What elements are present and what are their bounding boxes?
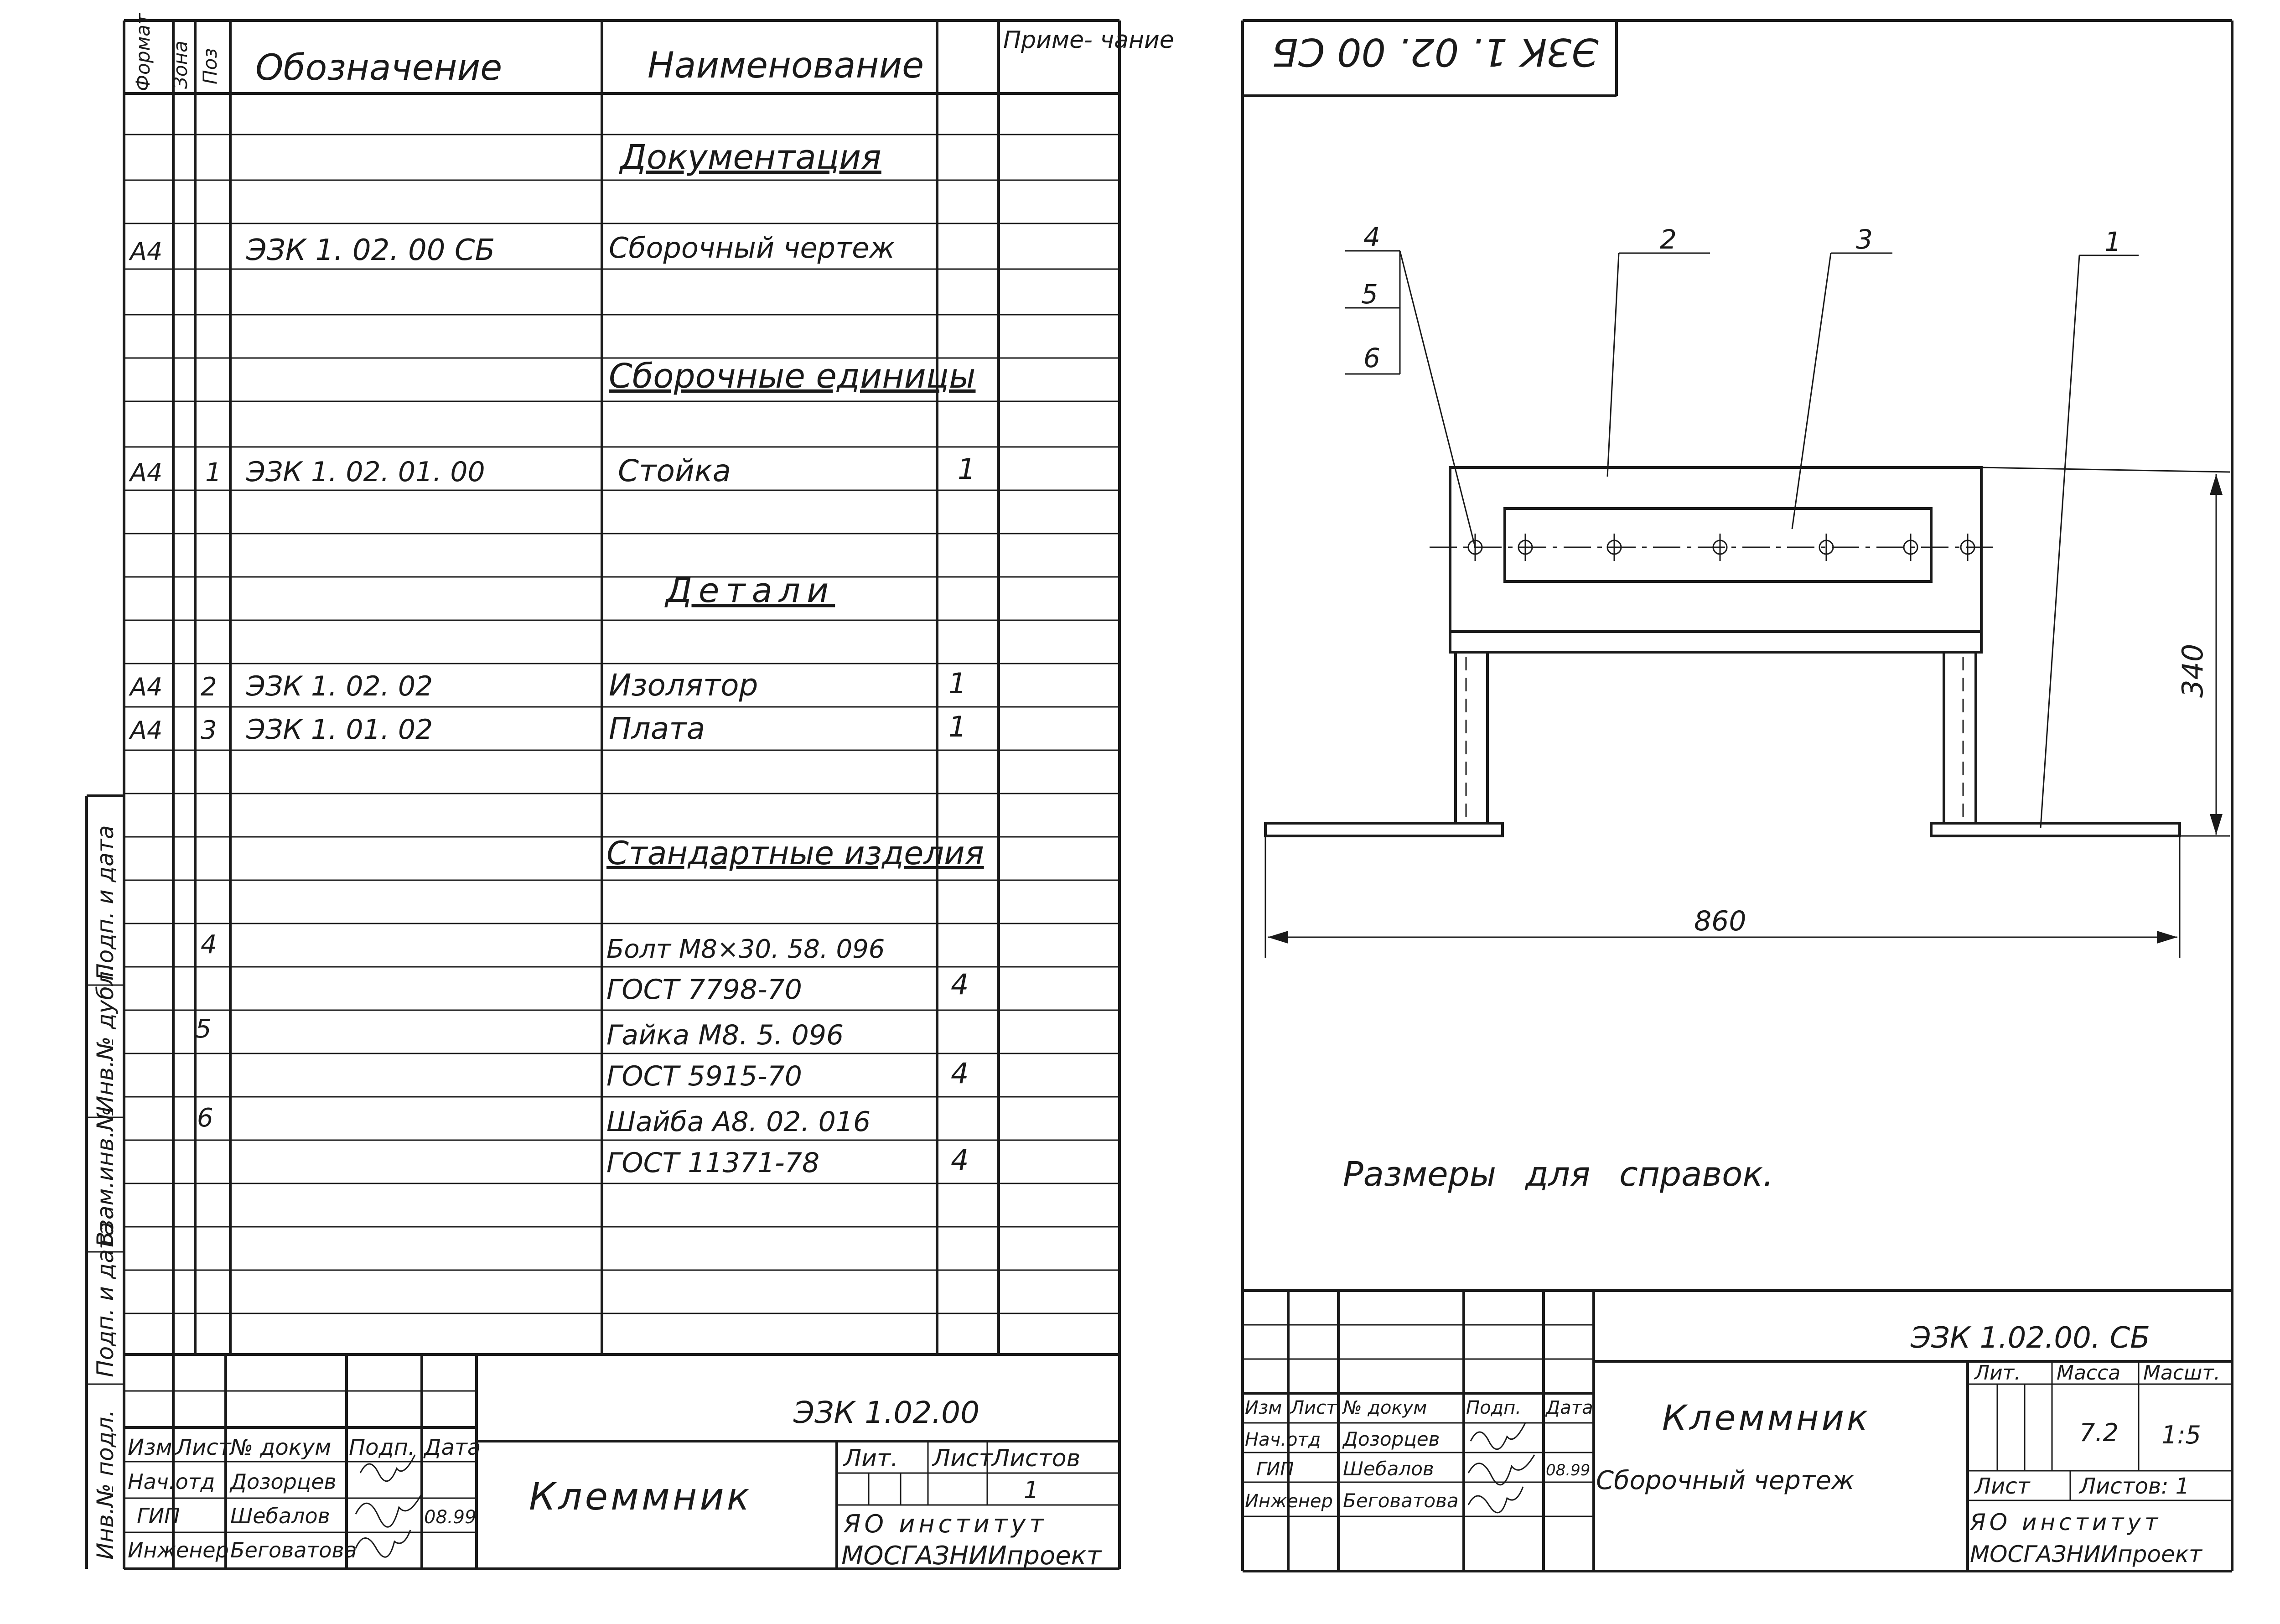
col-document-number: № докум — [1343, 1397, 1427, 1418]
drawing-document-code: ЭЗК 1.02.00. СБ — [1911, 1321, 2150, 1355]
organization-line-1: ЯО институт — [1970, 1509, 2162, 1536]
cell-quantity: 1 — [958, 452, 976, 486]
callout-5: 5 — [1361, 279, 1378, 310]
value-sheets: 1 — [1024, 1477, 1039, 1504]
label-litera: Лит. — [844, 1445, 898, 1472]
drawing-product-title: Клеммник — [1662, 1397, 1871, 1438]
role-head-of-department: Нач.отд — [128, 1469, 215, 1494]
side-replacement-inventory: Взам.инв.№ — [92, 1107, 119, 1247]
col-signature: Подп. — [349, 1435, 415, 1460]
label-sheet: Лист — [1974, 1474, 2030, 1499]
role-head-of-department: Нач.отд — [1245, 1429, 1321, 1450]
label-litera: Лит. — [1974, 1361, 2021, 1385]
header-zone: Зона — [169, 41, 192, 89]
cell-format: А4 — [130, 237, 163, 266]
side-inventory-original: Инв.№ подл. — [92, 1409, 119, 1560]
cell-designation: ЭЗК 1. 02. 01. 00 — [246, 456, 485, 488]
cell-position: 6 — [197, 1103, 213, 1133]
header-designation: Обозначение — [255, 47, 503, 88]
label-sheets: Листов — [992, 1445, 1081, 1472]
organization-line-1: ЯО институт — [844, 1510, 1047, 1538]
spec-document-code: ЭЗК 1.02.00 — [793, 1395, 980, 1430]
callout-1: 1 — [2104, 226, 2121, 257]
name-head-of-department: Дозорцев — [1343, 1428, 1440, 1450]
cell-name: Изолятор — [609, 668, 758, 703]
drawing-subtitle: Сборочный чертеж — [1596, 1466, 1855, 1495]
value-scale: 1:5 — [2161, 1421, 2201, 1449]
dimension-height-value: 340 — [2176, 643, 2209, 698]
callout-2: 2 — [1660, 224, 1677, 255]
role-engineer: Инженер — [128, 1538, 229, 1562]
name-engineer: Беговатова — [230, 1538, 357, 1562]
cell-quantity: 1 — [948, 667, 967, 700]
cell-name: Стойка — [618, 453, 731, 488]
col-sheet: Лист — [176, 1435, 231, 1460]
cell-quantity: 1 — [948, 710, 967, 743]
section-assembly-units: Сборочные единицы — [609, 357, 976, 396]
organization-line-2: МОСГАЗНИИпроект — [1970, 1541, 2202, 1567]
cell-format: А4 — [130, 458, 163, 487]
cell-name: Болт М8×30. 58. 096 — [606, 934, 885, 964]
side-signature-date-2: Подп. и дата — [92, 825, 119, 981]
callout-3: 3 — [1856, 224, 1873, 255]
role-engineer: Инженер — [1245, 1491, 1333, 1512]
name-chief-engineer: Шебалов — [1343, 1458, 1434, 1480]
cell-name: Гайка М8. 5. 096 — [606, 1019, 844, 1051]
callout-6: 6 — [1363, 342, 1380, 374]
role-chief-engineer: ГИП — [137, 1504, 180, 1528]
dimension-width-value: 860 — [1694, 905, 1746, 937]
side-signature-date: Подп. и дата — [92, 1222, 119, 1377]
col-document-number: № докум — [230, 1435, 332, 1460]
col-date: Дата — [1546, 1397, 1593, 1418]
cell-position: 4 — [201, 930, 217, 960]
top-stamp-code: ЭЗК 1. 02. 00 СБ — [1272, 30, 1598, 74]
cell-quantity: 4 — [951, 968, 969, 1001]
name-head-of-department: Дозорцев — [230, 1469, 337, 1494]
organization-line-2: МОСГАЗНИИпроект — [841, 1541, 1102, 1571]
cell-designation: ЭЗК 1. 02. 00 СБ — [246, 233, 495, 267]
cell-name: Шайба А8. 02. 016 — [606, 1106, 871, 1138]
date-chief-engineer: 08.99 — [1546, 1461, 1591, 1479]
cell-name: ГОСТ 7798-70 — [606, 974, 802, 1006]
cell-name: Сборочный чертеж — [609, 231, 895, 265]
cell-quantity: 4 — [951, 1143, 969, 1177]
cell-position: 2 — [201, 672, 217, 702]
role-chief-engineer: ГИП — [1256, 1459, 1294, 1480]
cell-quantity: 4 — [951, 1057, 969, 1090]
cell-name: ГОСТ 5915-70 — [606, 1060, 802, 1092]
col-change: Изм — [128, 1435, 172, 1460]
col-date: Дата — [424, 1435, 481, 1460]
reference-dimensions-note: Размеры для справок. — [1343, 1155, 1774, 1194]
name-engineer: Беговатова — [1343, 1489, 1459, 1512]
spec-product-title: Клеммник — [529, 1475, 752, 1519]
label-scale: Масшт. — [2143, 1361, 2220, 1385]
cell-format: А4 — [130, 716, 163, 745]
header-name: Наименование — [648, 45, 924, 86]
header-position: Поз — [199, 48, 221, 84]
col-sheet: Лист — [1290, 1397, 1337, 1418]
value-mass: 7.2 — [2079, 1418, 2119, 1447]
callout-4: 4 — [1363, 222, 1380, 253]
name-chief-engineer: Шебалов — [230, 1504, 330, 1528]
cell-name: Плата — [609, 711, 705, 746]
binding-strip — [87, 796, 124, 1569]
label-mass: Масса — [2057, 1361, 2121, 1385]
cell-designation: ЭЗК 1. 02. 02 — [246, 670, 433, 702]
section-standard-items: Стандартные изделия — [606, 835, 984, 872]
cell-position: 1 — [205, 458, 222, 488]
section-documentation: Документация — [620, 138, 881, 177]
header-format: Формат — [132, 13, 154, 91]
section-parts: Детали — [666, 571, 835, 610]
cell-name: ГОСТ 11371-78 — [606, 1147, 820, 1179]
header-note: Приме- чание — [1003, 26, 1174, 54]
cell-position: 3 — [201, 716, 217, 745]
label-sheets: Листов: 1 — [2079, 1474, 2190, 1499]
cell-format: А4 — [130, 673, 163, 701]
col-signature: Подп. — [1466, 1397, 1522, 1418]
side-inventory-duplicate: Инв.№ дубл. — [92, 964, 119, 1113]
col-change: Изм — [1245, 1397, 1282, 1418]
cell-designation: ЭЗК 1. 01. 02 — [246, 714, 433, 746]
label-sheet: Лист — [933, 1445, 993, 1472]
cell-position: 5 — [195, 1014, 212, 1044]
date-chief-engineer: 08.99 — [424, 1507, 477, 1528]
